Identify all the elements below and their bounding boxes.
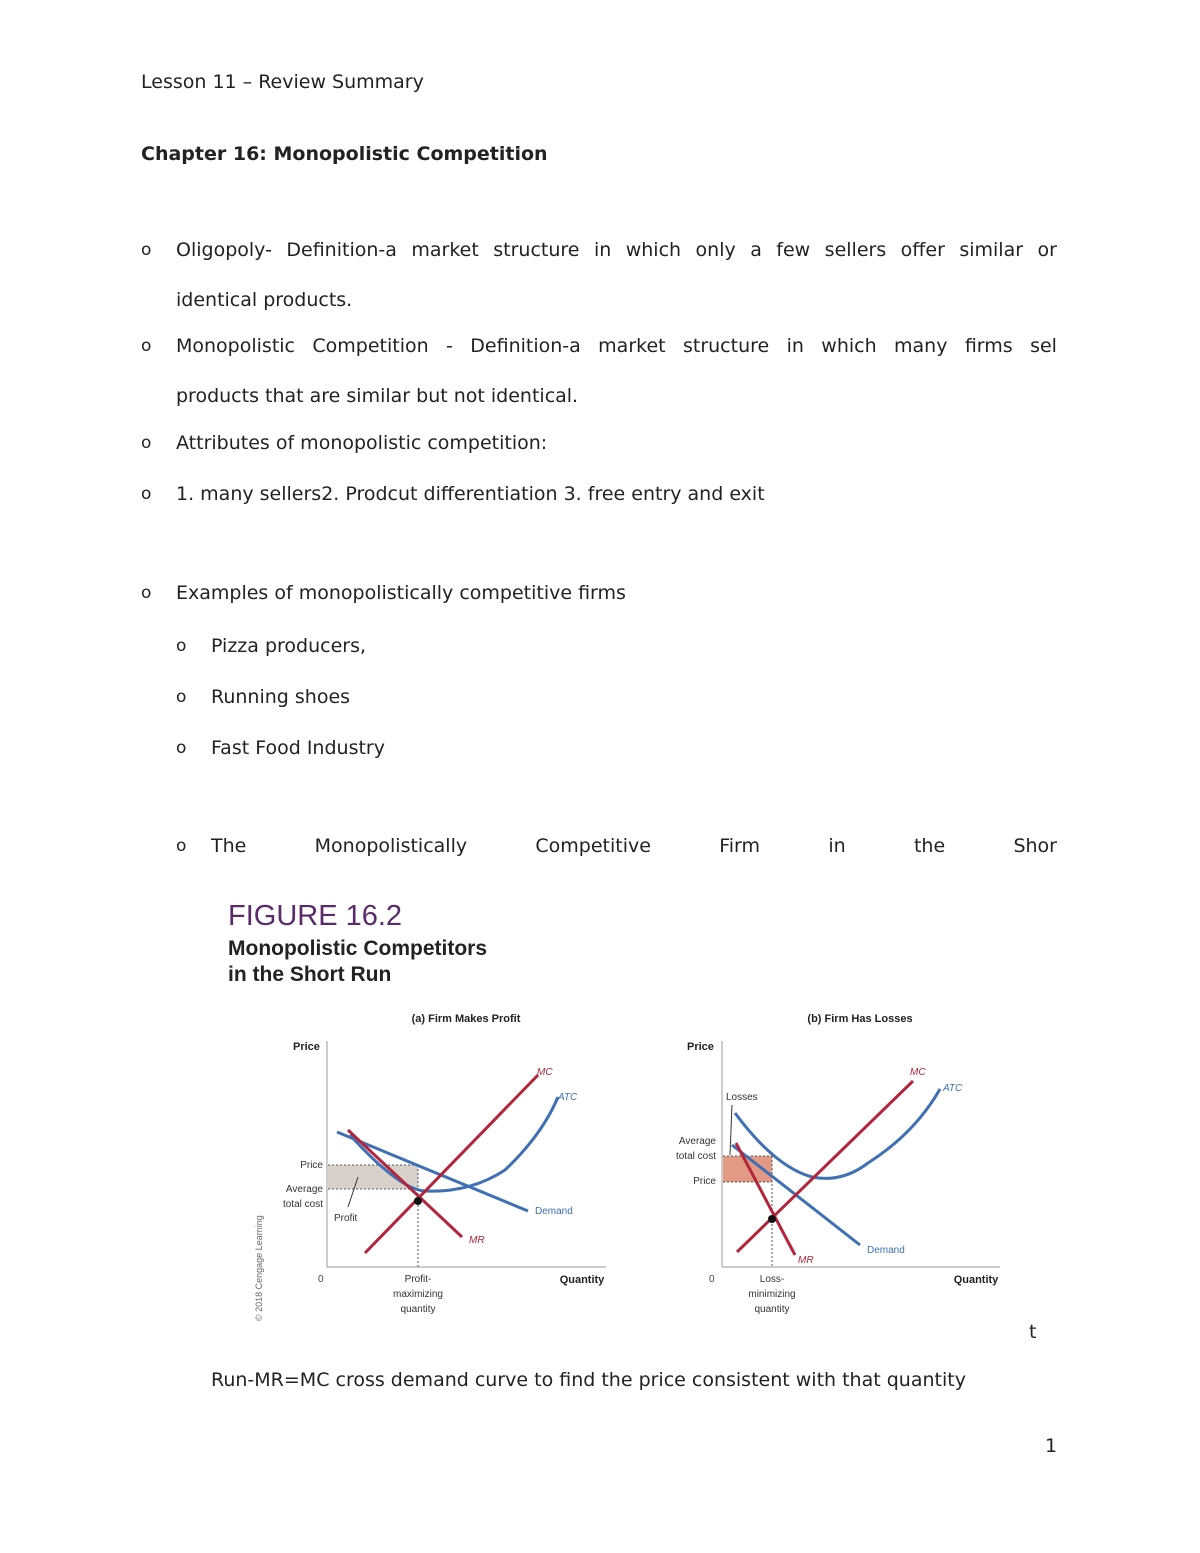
- losses-label: Losses: [726, 1092, 758, 1103]
- bullet-icon: o: [141, 484, 152, 504]
- justified-word: structure: [682, 335, 770, 357]
- mr-mc-intersection: [768, 1215, 776, 1223]
- bullet-icon: o: [141, 240, 152, 260]
- sub-bullet-icon: o: [176, 738, 187, 758]
- sub-bullet-icon: o: [176, 687, 187, 707]
- figure-credit: © 2018 Cengage Learning: [254, 1215, 264, 1321]
- example-item: Fast Food Industry: [211, 737, 385, 759]
- panel-b-origin: 0: [709, 1274, 715, 1285]
- panel-b-y-axis-label: Price: [687, 1041, 714, 1053]
- justified-word: offer: [900, 239, 945, 261]
- atc-axis-label-2: total cost: [282, 1199, 323, 1210]
- justified-word: Definition-a: [286, 239, 397, 261]
- panel-a-origin: 0: [318, 1274, 324, 1285]
- example-item: Pizza producers,: [211, 635, 367, 657]
- justified-word: Competition: [312, 335, 429, 357]
- figure-subtitle-1: Monopolistic Competitors: [228, 937, 487, 960]
- mr-label: MR: [469, 1235, 485, 1246]
- attributes-heading: Attributes of monopolistic competition:: [176, 432, 548, 454]
- bullet-icon: o: [141, 336, 152, 356]
- profit-label: Profit: [334, 1213, 358, 1224]
- panel-b-x-axis-label: Quantity: [953, 1274, 999, 1286]
- justified-word: structure: [493, 239, 580, 261]
- quantity-label-1: Loss-: [759, 1274, 785, 1285]
- monopolistic-definition-cont: products that are similar but not identical.: [176, 385, 579, 407]
- figure-16-2-graphs: [240, 1005, 1020, 1325]
- atc-axis-label-1: Average: [285, 1184, 323, 1195]
- justified-word: market: [598, 335, 666, 357]
- short-run-heading-end: t: [1029, 1321, 1037, 1343]
- atc-label: ATC: [943, 1083, 963, 1094]
- justified-word: -: [446, 335, 453, 357]
- demand-label: Demand: [867, 1245, 905, 1256]
- quantity-label-2: maximizing: [392, 1289, 444, 1300]
- justified-word: which: [821, 335, 877, 357]
- justified-word: sellers: [824, 239, 887, 261]
- bullet-icon: o: [141, 583, 152, 603]
- justified-word: The: [211, 835, 247, 857]
- quantity-label-3: quantity: [754, 1304, 790, 1315]
- mc-label: MC: [537, 1067, 553, 1078]
- justified-word: only: [695, 239, 736, 261]
- justified-word: Monopolistic: [176, 335, 296, 357]
- example-item: Running shoes: [211, 686, 351, 708]
- justified-word: in: [828, 835, 846, 857]
- mr-label: MR: [798, 1255, 814, 1266]
- panel-b-title: (b) Firm Has Losses: [807, 1013, 913, 1025]
- mr-mc-intersection: [414, 1197, 422, 1205]
- sub-bullet-icon: o: [176, 636, 187, 656]
- justified-word: in: [593, 239, 612, 261]
- atc-axis-label-1: Average: [678, 1136, 716, 1147]
- justified-word: Monopolistically: [314, 835, 468, 857]
- quantity-label-3: quantity: [400, 1304, 436, 1315]
- justified-word: sel: [1030, 335, 1057, 357]
- justified-word: Competitive: [535, 835, 651, 857]
- justified-word: Shor: [1013, 835, 1057, 857]
- panel-a-title: (a) Firm Makes Profit: [411, 1013, 521, 1025]
- panel-a-y-axis-label: Price: [293, 1041, 320, 1053]
- attributes-list: 1. many sellers2. Prodcut differentiation 3. free entry and exit: [176, 483, 765, 505]
- atc-label: ATC: [558, 1092, 578, 1103]
- justified-word: many: [894, 335, 948, 357]
- justified-word: Oligopoly-: [176, 239, 272, 261]
- price-label: Price: [693, 1176, 716, 1187]
- short-run-heading: [211, 834, 1057, 858]
- oligopoly-definition: [176, 238, 1057, 262]
- short-run-explanation: Run-MR=MC cross demand curve to find the price consistent with that quantity: [211, 1369, 966, 1391]
- page-number: 1: [1045, 1435, 1058, 1457]
- justified-word: the: [913, 835, 946, 857]
- justified-word: or: [1037, 239, 1057, 261]
- justified-word: similar: [959, 239, 1024, 261]
- justified-word: firms: [964, 335, 1013, 357]
- quantity-label-2: minimizing: [748, 1289, 796, 1300]
- justified-word: few: [776, 239, 811, 261]
- mc-label: MC: [910, 1067, 926, 1078]
- quantity-label-1: Profit-: [404, 1274, 432, 1285]
- chapter-title: Chapter 16: Monopolistic Competition: [141, 143, 548, 165]
- bullet-icon: o: [141, 433, 152, 453]
- justified-word: market: [411, 239, 479, 261]
- atc-axis-label-2: total cost: [675, 1151, 716, 1162]
- price-label: Price: [300, 1160, 323, 1171]
- justified-word: a: [750, 239, 762, 261]
- oligopoly-definition-cont: identical products.: [176, 289, 353, 311]
- justified-word: which: [625, 239, 682, 261]
- examples-heading: Examples of monopolistically competitive firms: [176, 582, 626, 604]
- lesson-header: Lesson 11 – Review Summary: [141, 71, 424, 93]
- panel-b: [676, 1013, 1000, 1315]
- figure-subtitle-2: in the Short Run: [228, 963, 392, 986]
- sub-bullet-icon: o: [176, 836, 187, 856]
- figure-label: FIGURE 16.2: [228, 900, 403, 932]
- demand-label: Demand: [535, 1206, 573, 1217]
- panel-a-x-axis-label: Quantity: [559, 1274, 605, 1286]
- monopolistic-definition: [176, 334, 1057, 358]
- justified-word: in: [786, 335, 804, 357]
- panel-a: [283, 1013, 606, 1315]
- justified-word: Definition-a: [470, 335, 581, 357]
- losses-pointer: [730, 1105, 732, 1155]
- justified-word: Firm: [719, 835, 761, 857]
